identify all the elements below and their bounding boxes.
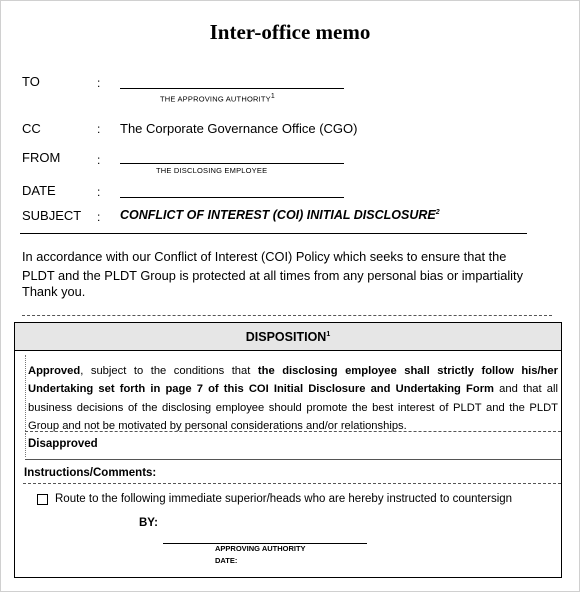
from-caption: THE DISCLOSING EMPLOYEE (156, 166, 268, 175)
to-caption: THE APPROVING AUTHORITY$^1$ (160, 93, 275, 104)
subject-colon: : (97, 210, 101, 224)
approved-option: Approved, subject to the conditions that the disclosing employee shall strictly follow his/her Undertaking set forth in page 7 of this COI Initial Disclosure and Undertaking Form and that all business decisions of the disclosing employee should promote the best interest of PLDT and the PLDT Group and not be motivated by personal considerations and/or relationships. (28, 365, 559, 433)
subject-label: SUBJECT (22, 208, 82, 223)
body-paragraph: In accordance with our Conflict of Interest (COI) Policy which seeks to ensure that the PLDT and the PLDT Group is protected at all times from any personal bias or impartiality (22, 249, 523, 283)
route-checkbox[interactable] (37, 494, 48, 505)
memo-title: Inter-office memo (209, 20, 371, 44)
approved-checkbox-area[interactable] (25, 355, 26, 431)
cc-colon: : (97, 122, 101, 136)
date-label: DATE (22, 183, 56, 198)
disapproved-divider (25, 459, 561, 460)
disapproved-checkbox-area[interactable] (25, 433, 26, 457)
to-label: TO (22, 74, 40, 89)
from-signature-line[interactable] (120, 163, 344, 164)
to-colon: : (97, 76, 101, 90)
dashed-divider (22, 315, 552, 316)
disposition-heading: DISPOSITION$^1$ (15, 323, 561, 351)
by-label: BY: (139, 517, 158, 529)
cc-label: CC (22, 121, 41, 136)
from-colon: : (97, 153, 101, 167)
cc-value: The Corporate Governance Office (CGO) (120, 121, 358, 136)
approving-authority-caption: APPROVING AUTHORITY (215, 544, 306, 553)
instructions-divider (23, 483, 561, 484)
header-divider (20, 233, 527, 234)
body-closing: Thank you. (22, 284, 86, 299)
disapproved-option: Disapproved (28, 438, 98, 450)
date-caption: DATE: (215, 556, 238, 565)
from-label: FROM (22, 150, 61, 165)
disposition-box (14, 322, 562, 578)
date-colon: : (97, 185, 101, 199)
approved-divider (25, 431, 561, 432)
route-text: Route to the following immediate superior/heads who are hereby instructed to countersign (55, 493, 513, 505)
to-signature-line[interactable] (120, 88, 344, 89)
date-line[interactable] (120, 197, 344, 198)
instructions-label: Instructions/Comments: (24, 467, 157, 479)
subject-value: CONFLICT OF INTEREST (COI) INITIAL DISCLOSURE$^2$ (120, 208, 440, 222)
